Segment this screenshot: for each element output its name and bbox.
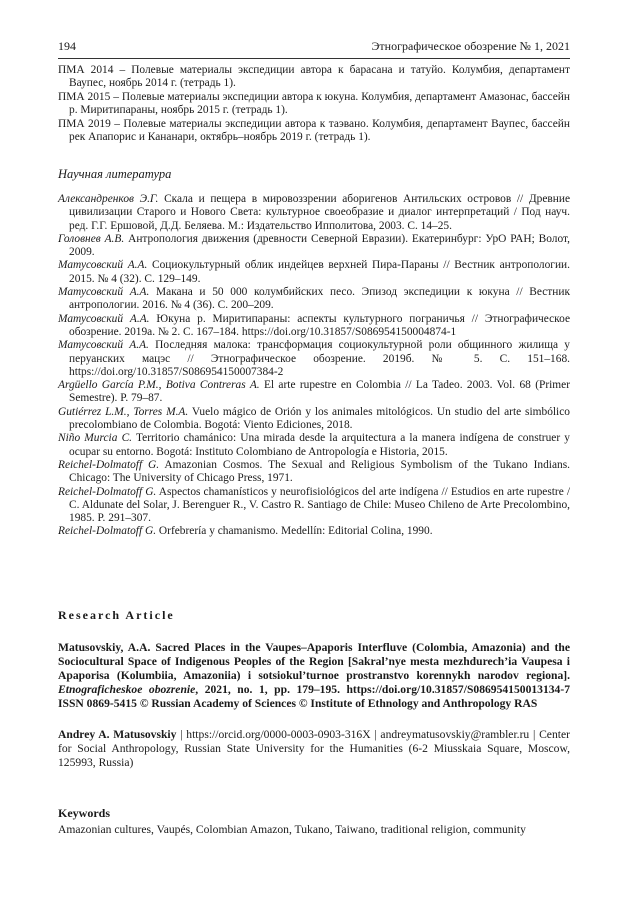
bibliography-entry bbox=[58, 286, 570, 313]
entry-text: Aspectos chamanísticos y neurofisiológicos del arte indígena // Estudios en arte rupestre / C. Aldunate del Solar, J. Berenguer R., V. Castro R. Santiago de Chile: Museo Chileno de Arte Precolombino, 1985. P. 291‒307. bbox=[69, 485, 570, 525]
bibliography-entry bbox=[58, 193, 570, 233]
keywords-text: Amazonian cultures, Vaupés, Colombian Amazon, Tukano, Taiwano, traditional religion, community bbox=[58, 823, 526, 836]
bibliography-entry bbox=[58, 339, 570, 379]
entry-author: Reichel-Dolmatoff G. bbox=[58, 525, 157, 538]
section-heading: Научная литература bbox=[58, 167, 172, 181]
entry-text: Скала и пещера в мировоззрении аборигенов Антильских островов // Древние цивилизации Старого и Нового Света: культурное своеобразие и диалог интерпретаций / Под науч. ред. Г.Г. Ершовой, Д.Д. Беляева. М.: Издательство Ипполитова, 2003. С. 14‒25. bbox=[69, 193, 570, 232]
bibliography-entry bbox=[58, 233, 570, 260]
entry-author: Матусовский А.А. bbox=[58, 339, 149, 352]
bibliography-entry bbox=[58, 313, 570, 340]
entry-author: Матусовский А.А. bbox=[58, 286, 150, 299]
citation-tail: , 2021, no. 1, pp. 179‒195. https://doi.org/10.31857/S086954150013134-7 ISSN 0869-5415 © Russian Academy of Sciences © Institute of Ethnology and Anthropology RAS bbox=[58, 683, 571, 710]
bibliography-entry bbox=[58, 432, 570, 459]
author-info bbox=[58, 728, 570, 770]
entry-text: Последняя малока: трансформация социокультурной роли общинного жилища у перуанских мацэс // Этнографическое обозрение. 2019б. № 5. С. 151‒168. https://doi.org/10.31857/S086954150007384-2 bbox=[69, 339, 570, 378]
research-article-label: Research Article bbox=[58, 608, 175, 622]
entry-author: Александренков Э.Г. bbox=[58, 193, 159, 205]
source-entry: ПМА 2015 ‒ Полевые материалы экспедиции автора к юкуна. Колумбия, департамент Амазонас, бассейн р. Миритипараны, ноябрь 2015 г. (тетрадь 1). bbox=[58, 90, 570, 117]
bibliography-entry bbox=[58, 406, 570, 433]
journal-title: Этнографическое обозрение № 1, 2021 bbox=[371, 39, 570, 53]
author-name: Andrey A. Matusovskiy bbox=[58, 728, 177, 741]
bibliography-entry bbox=[58, 459, 570, 486]
citation-main: Matusovskiy, A.A. Sacred Places in the Vaupes‒Apaporis Interfluve (Colombia, Amazonia) and the Sociocultural Space of Indigenous Peoples of the Region [Sakral’nye mesta mezhdurech’ia Vaupesa i Apaporisa (Kolumbiia, Amazoniia) i sotsiokul’turnoe prostranstvo korennykh narodov regiona]. bbox=[58, 641, 570, 682]
entry-text: Антропология движения (древности Северной Евразии). Екатеринбург: УрО РАН; Волот, 2009. bbox=[69, 232, 570, 259]
bibliography-entry bbox=[58, 259, 570, 286]
citation-journal: Etnograficheskoe obozrenie bbox=[58, 683, 196, 696]
entry-author: Головнев А.В. bbox=[58, 232, 125, 245]
entry-text: Социокультурный облик индейцев верхней Пира-Параны // Вестник антропологии. 2015. № 4 (32). С. 129‒149. bbox=[69, 259, 570, 285]
entry-author: Матусовский А.А. bbox=[58, 259, 148, 272]
source-entry: ПМА 2014 ‒ Полевые материалы экспедиции автора к барасана и татуйо. Колумбия, департамент Ваупес, ноябрь 2014 г. (тетрадь 1). bbox=[58, 64, 570, 90]
entry-text: Юкуна р. Миритипараны: аспекты культурного пограничья // Этнографическое обозрение. 2019a. № 2. С. 167‒184. https://doi.org/10.31857/S086954150004874-1 bbox=[69, 312, 571, 338]
entry-author: Argüello García P.M., Botiva Contreras A. bbox=[58, 379, 260, 392]
entry-text: Territorio chamánico: Una mirada desde la arquitectura a la manera indígena de construer y ocupar su entorno. Bogotá: Instituto Colombiano de Antropología e Historia, 2015. bbox=[69, 432, 570, 458]
entry-author: Reichel-Dolmatoff G. bbox=[58, 485, 157, 498]
keywords-heading: Keywords bbox=[58, 806, 110, 820]
bibliography-entry bbox=[58, 379, 570, 406]
author-details: | https://orcid.org/0000-0003-0903-316X | andreymatusovskiy@rambler.ru | Center for Social Anthropology, Russian State University for the Humanities (6-2 Miusskaia Square, Moscow, 125993, Russia) bbox=[58, 728, 570, 769]
entry-text: Vuelo mágico de Orión y los animales mitológicos. Un studio del arte simbólico precolombiano de Colombia. Bogotá: Viento Ediciones, 2018. bbox=[69, 405, 570, 432]
bibliography-list bbox=[58, 193, 570, 539]
source-entry: ПМА 2019 ‒ Полевые материалы экспедиции автора к таэвано. Колумбия, департамент Ваупес, бассейн рек Апапорис и Кананари, октябрь‒ноябрь 2019 г. (тетрадь 1). bbox=[58, 117, 570, 144]
field-sources-list bbox=[58, 64, 570, 144]
bibliography-entry bbox=[58, 525, 570, 538]
entry-author: Матусовский А.А. bbox=[58, 312, 150, 325]
page-number: 194 bbox=[58, 39, 76, 53]
entry-text: Макана и 50 000 колумбийских песо. Эпизод экспедиции к юкуна // Вестник антропологии. 2016. № 4 (36). С. 200‒209. bbox=[69, 286, 570, 312]
running-header bbox=[58, 38, 570, 54]
entry-text: Orfebrería y chamanismo. Medellín: Editorial Colina, 1990. bbox=[158, 525, 433, 538]
entry-author: Reichel-Dolmatoff G. bbox=[58, 458, 160, 471]
entry-author: Gutiérrez L.M., Torres M.A. bbox=[58, 405, 189, 418]
entry-author: Niño Murcia C. bbox=[58, 432, 133, 445]
bibliography-entry bbox=[58, 486, 570, 526]
header-rule bbox=[58, 58, 570, 59]
entry-text: Amazonian Cosmos. The Sexual and Religious Symbolism of the Tukano Indians. Chicago: The University of Chicago Press, 1971. bbox=[69, 458, 570, 485]
article-citation bbox=[58, 641, 570, 711]
entry-text: El arte rupestre en Colombia // La Tadeo. 2003. Vol. 68 (Primer Semestre). P. 79‒87. bbox=[69, 379, 570, 405]
